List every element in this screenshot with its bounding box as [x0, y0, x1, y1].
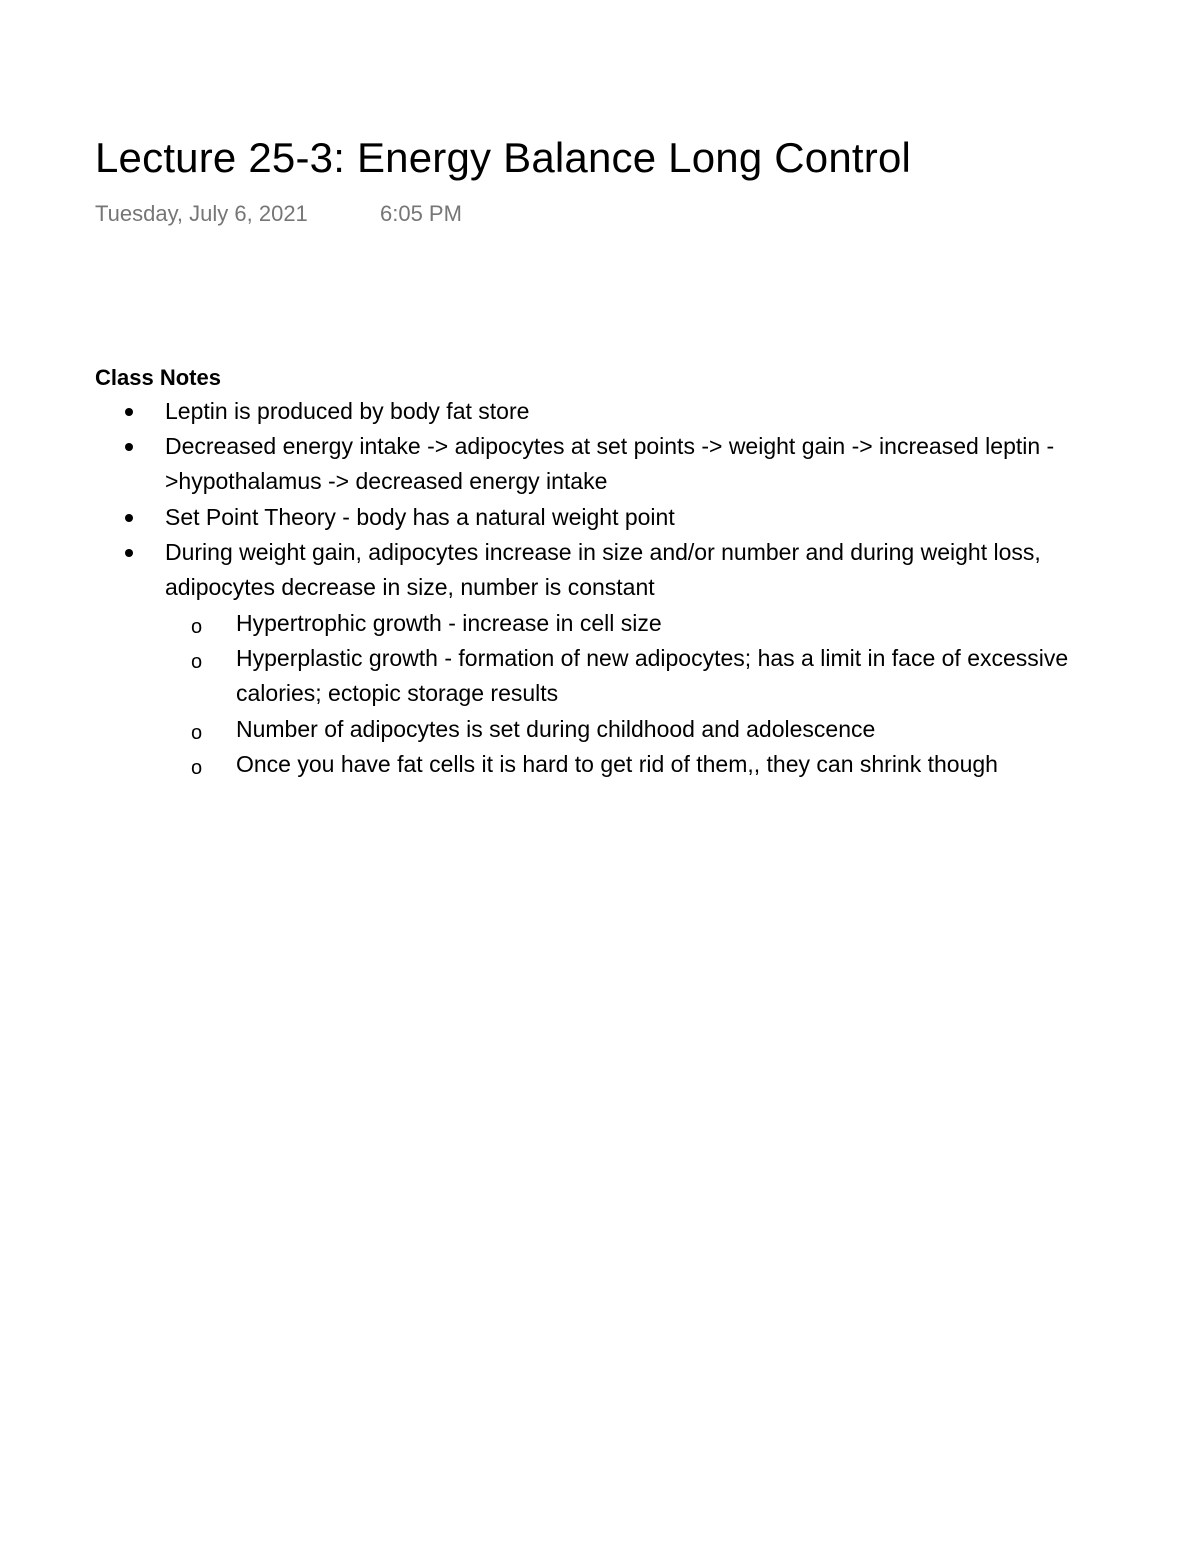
- list-item: Leptin is produced by body fat store: [165, 398, 530, 424]
- section-heading: Class Notes: [95, 365, 221, 390]
- bullet-dot: [125, 443, 133, 451]
- bullet-dot: [125, 408, 133, 416]
- sub-list-item: Number of adipocytes is set during childhood and adolescence: [236, 716, 876, 742]
- note-date: Tuesday, July 6, 2021: [95, 201, 308, 226]
- bullet-dot: [125, 514, 133, 522]
- sub-bullet-marker: o: [191, 722, 203, 744]
- sub-list-item: Hyperplastic growth - formation of new adipocytes; has a limit in face of excessive calories; ectopic storage results: [236, 645, 1069, 706]
- sub-bullet-marker: o: [191, 757, 203, 779]
- list-item: During weight gain, adipocytes increase in size and/or number and during weight loss, adipocytes decrease in size, number is constant: [165, 539, 1041, 600]
- list-item: Decreased energy intake -> adipocytes at set points -> weight gain -> increased leptin ->hypothalamus -> decreased energy intake: [165, 433, 1055, 494]
- sub-bullet-marker: o: [191, 616, 203, 638]
- page-title: Lecture 25-3: Energy Balance Long Control: [95, 134, 912, 181]
- list-item: Set Point Theory - body has a natural weight point: [165, 504, 675, 530]
- sub-list-item: Once you have fat cells it is hard to get rid of them,, they can shrink though: [236, 751, 998, 777]
- sub-bullet-marker: o: [191, 651, 203, 673]
- note-time: 6:05 PM: [380, 201, 462, 226]
- bullet-dot: [125, 549, 133, 557]
- sub-list-item: Hypertrophic growth - increase in cell size: [236, 610, 662, 636]
